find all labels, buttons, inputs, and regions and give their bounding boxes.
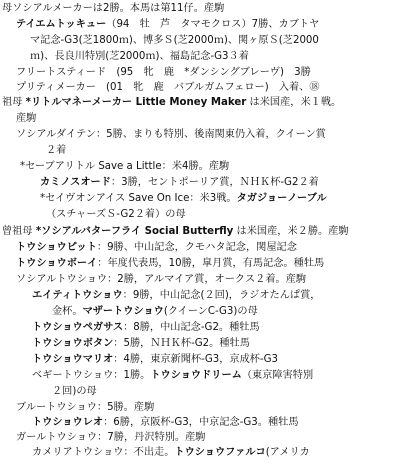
granddam-heading: 祖母 *リトルマネーメーカー Little Money Maker は米国産，米１戦。	[2, 97, 342, 108]
offspring-line: トウショウボタン：5勝，ＮＨＫ杯-G2。種牡馬	[32, 338, 250, 349]
offspring-line: カミノスオード：3勝，セントポーリア賞，ＮＨＫ杯-G2２着	[40, 177, 319, 188]
record-line: マ記念-G3(芝1800ｍ)、博多Ｓ(芝2000ｍ)、関ヶ原Ｓ(芝2000	[30, 35, 319, 46]
offspring-line: ガールトウショウ：7勝，丹沢特別。産駒	[16, 432, 206, 443]
record-line: 産駒	[16, 113, 37, 124]
dam-summary-line: 母ソシアルメーカーは2勝。本馬は第11仔。産駒	[2, 3, 225, 14]
offspring-line: トウショウマリオ：4勝，東京新聞杯-G3，京成杯-G3	[32, 354, 279, 365]
offspring-line: ベギートウショウ：1勝。トウショウドリーム（東京障害特別	[32, 370, 314, 381]
offspring-line: *セーブアリトル Save a Little：米4勝。産駒	[20, 161, 230, 172]
record-line: ２着	[46, 145, 67, 156]
offspring-line: ソシアルダイテン：5勝、まりも特別、後南関東仍入着，クイーン賞	[16, 129, 326, 140]
offspring-line: テイエムトッキュー（94 牡 芦 タマモクロス）7勝、カブトヤ	[16, 19, 320, 30]
offspring-line: エイティトウショウ：9勝，中山記念(２回)，ラジオたんぱ賞，	[32, 290, 321, 301]
record-line: ２回)の母	[52, 386, 97, 397]
great-granddam-heading: 曾祖母 *ソシアルバターフライ Social Butterfly は米国産，米２勝。産駒	[2, 226, 349, 237]
record-line: ｍ)、長良川特別(芝2000ｍ)、福島記念-G3３着	[30, 51, 249, 62]
offspring-line: トウショウピット：9勝、中山記念，クモハタ記念，関屋記念	[16, 242, 297, 253]
offspring-line: フリートスティード (95 牝 鹿 *ダンシングブレーヴ) 3勝	[16, 67, 311, 78]
record-line: （スチャーズＳ-G2２着）の母	[46, 209, 186, 220]
offspring-line: カメリアトウショウ：不出走。トウショウファルコ(アメリカ	[32, 447, 310, 458]
offspring-line: トウショウレオ：6勝，京阪杯-G3，中京記念-G3。種牡馬	[32, 417, 299, 428]
offspring-line: プリティメーカー (01 牝 鹿 バブルガムフェロー) 入着、⑱	[16, 82, 320, 93]
offspring-line: ソシアルトウショウ：2勝，アルマイア賞，オークス２着。産駒	[16, 274, 307, 285]
offspring-line: ブルートウショウ：5勝。産駒	[16, 402, 155, 413]
offspring-line: *セイヴオンアイス Save On Ice：米3戦。タガジョーノーブル	[40, 193, 327, 204]
offspring-line: トウショウボーイ：年度代表馬，10勝，皐月賞，有馬記念。種牡馬	[16, 258, 325, 269]
record-line: 金杯。マザートウショウ(クイーンC-G3)の母	[52, 306, 258, 317]
offspring-line: トウショウペガサス：8勝，中山記念-G2。種牡馬	[32, 322, 260, 333]
